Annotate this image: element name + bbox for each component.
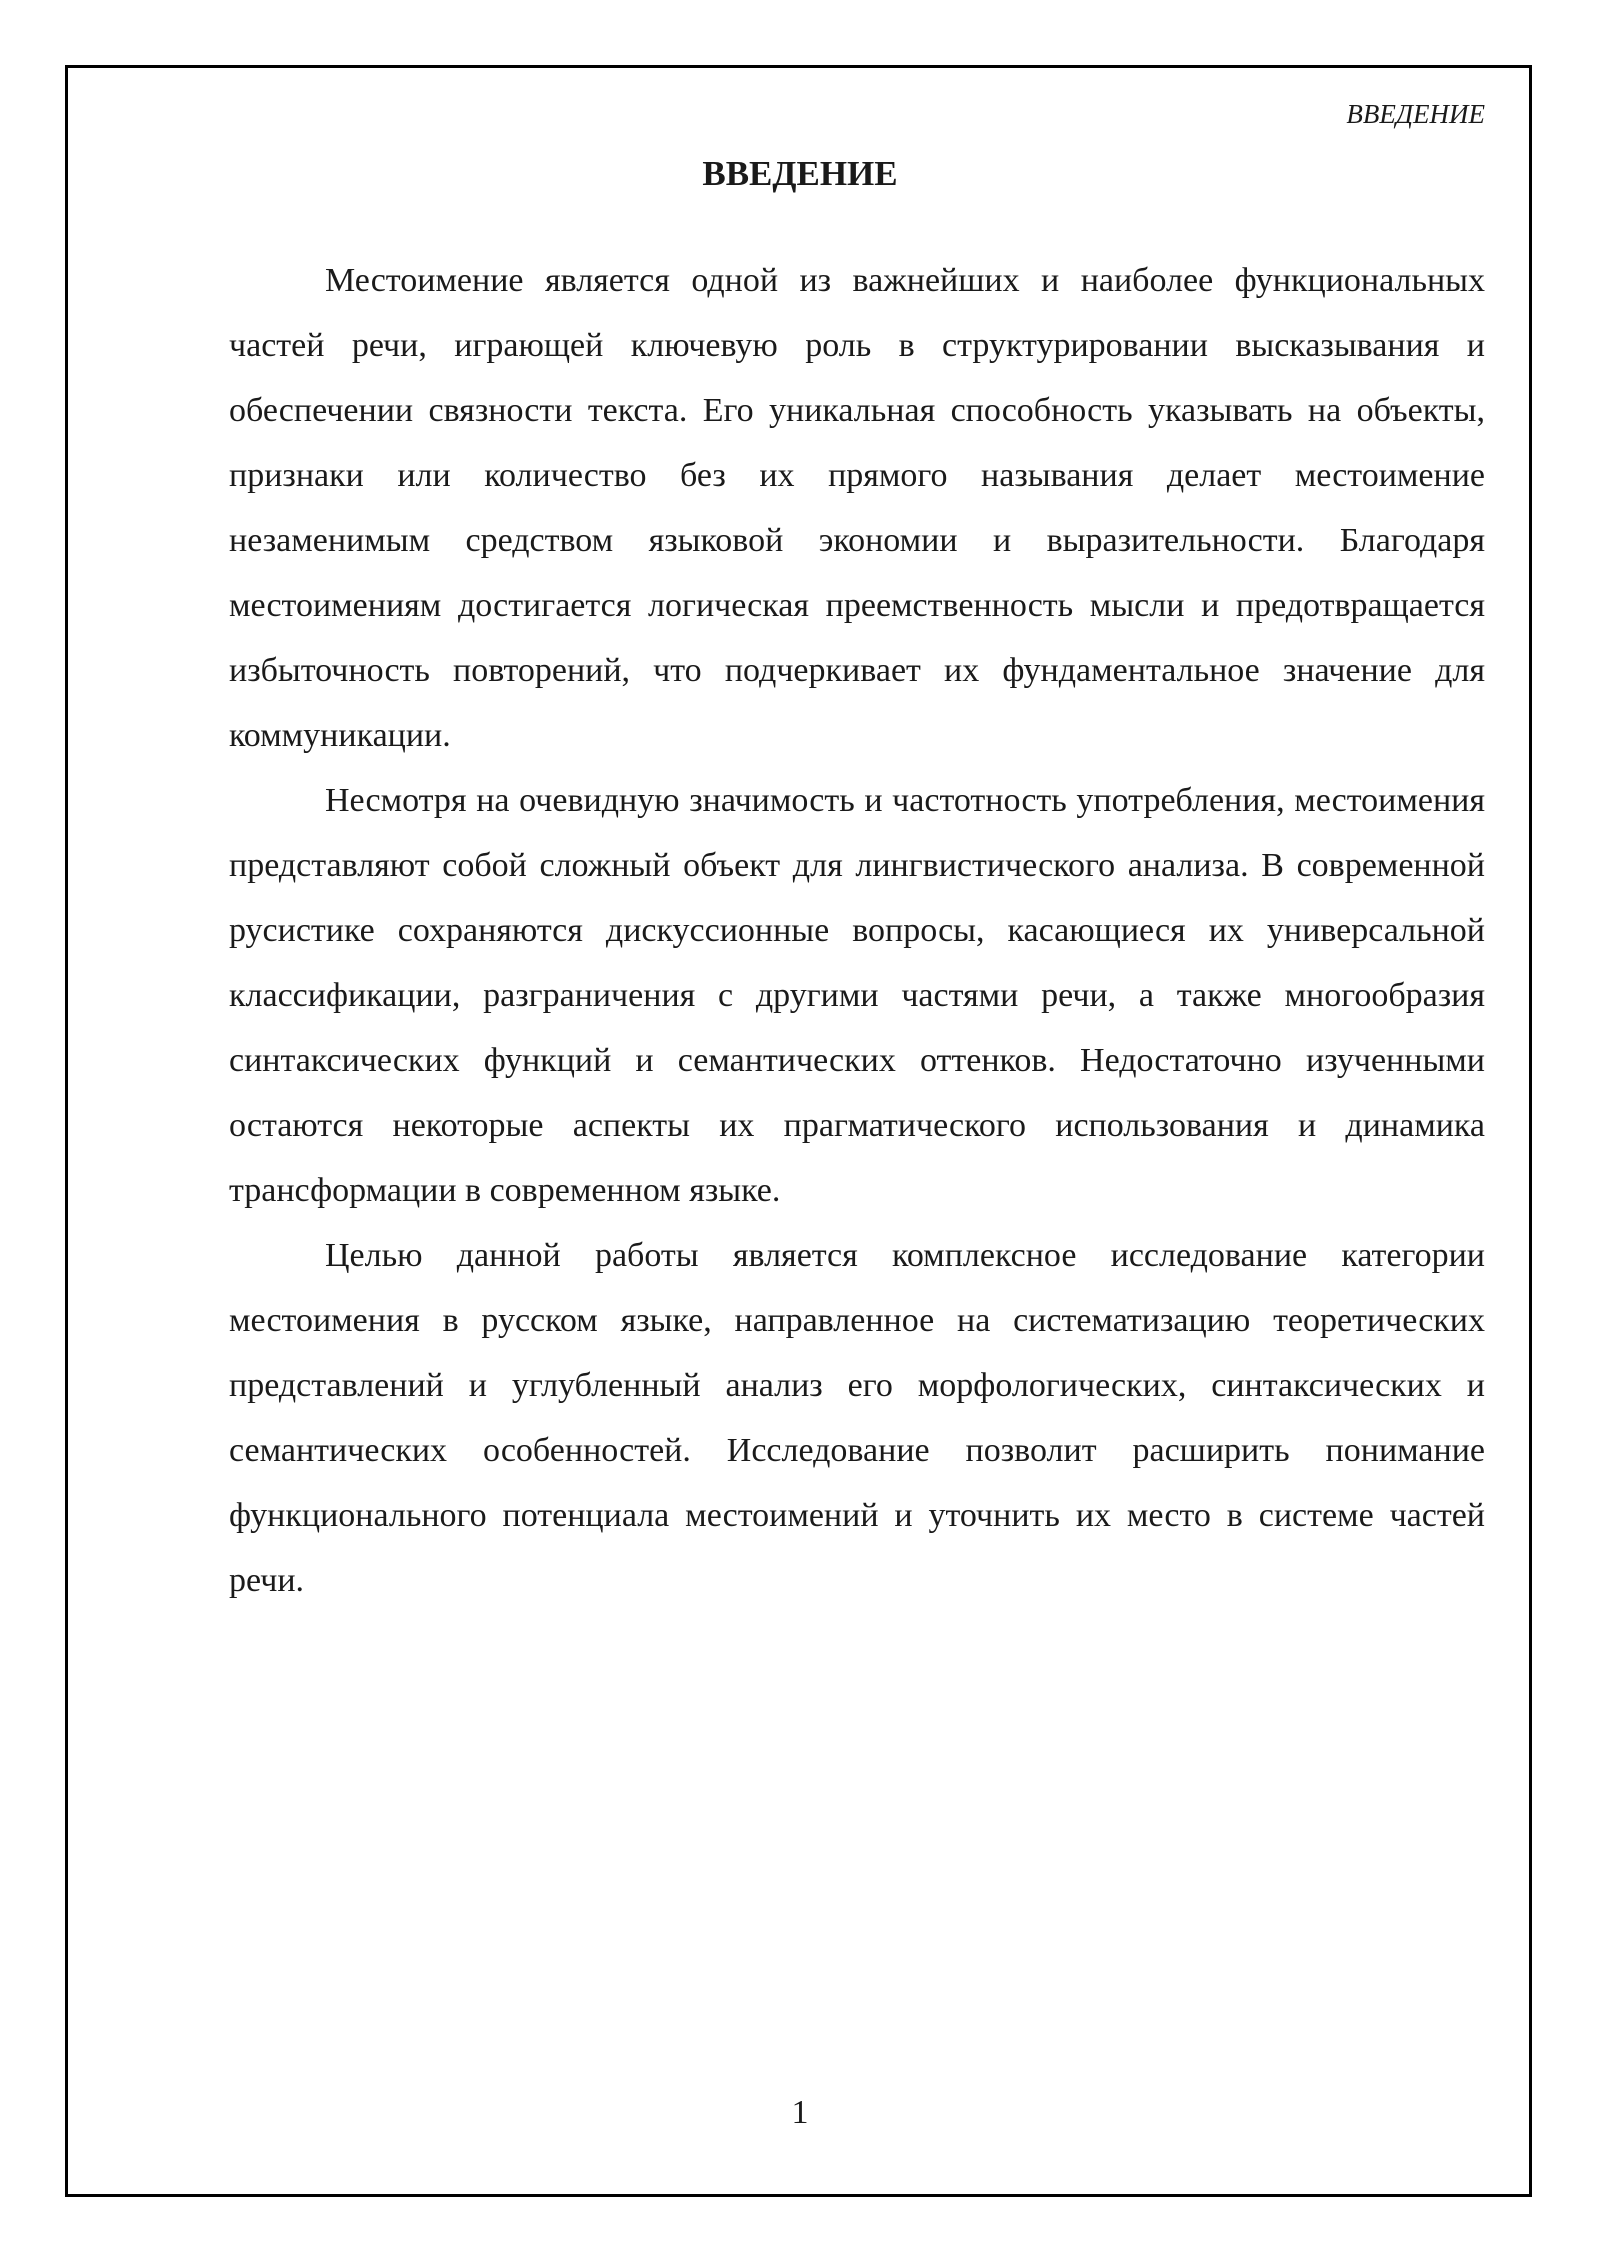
paragraph-3: Целью данной работы является комплексное исследование категории местоимения в русском языке, направленное на систематизацию теоретических представлений и углубленный анализ его морфологических, синтаксических и семантических особенностей. Исследование позволит расширить понимание функционального потенциала местоимений и уточнить их место в системе частей речи. <box>229 1237 1485 1599</box>
paragraph-1: Местоимение является одной из важнейших и наиболее функциональных частей речи, играющей ключевую роль в структурировании высказывания и обеспечении связности текста. Его уникальная способность указывать на объекты, признаки или количество без их прямого называния делает местоимение незаменимым средством языковой экономии и выразительности. Благодаря местоимениям достигается логическая преемственность мысли и предотвращается избыточность повторений, что подчеркивает их фундаментальное значение для коммуникации. <box>229 262 1485 754</box>
section-title: ВВЕДЕНИЕ <box>702 154 898 193</box>
paragraph-2: Несмотря на очевидную значимость и частотность употребления, местоимения представляют собой сложный объект для лингвистического анализа. В современной русистике сохраняются дискуссионные вопросы, касающиеся их универсальной классификации, разграничения с другими частями речи, а также многообразия синтаксических функций и семантических оттенков. Недостаточно изученными остаются некоторые аспекты их прагматического использования и динамика трансформации в современном языке. <box>229 782 1485 1209</box>
running-header: ВВЕДЕНИЕ <box>1346 99 1485 129</box>
page-number: 1 <box>791 2094 809 2131</box>
body-text <box>229 248 1485 1613</box>
